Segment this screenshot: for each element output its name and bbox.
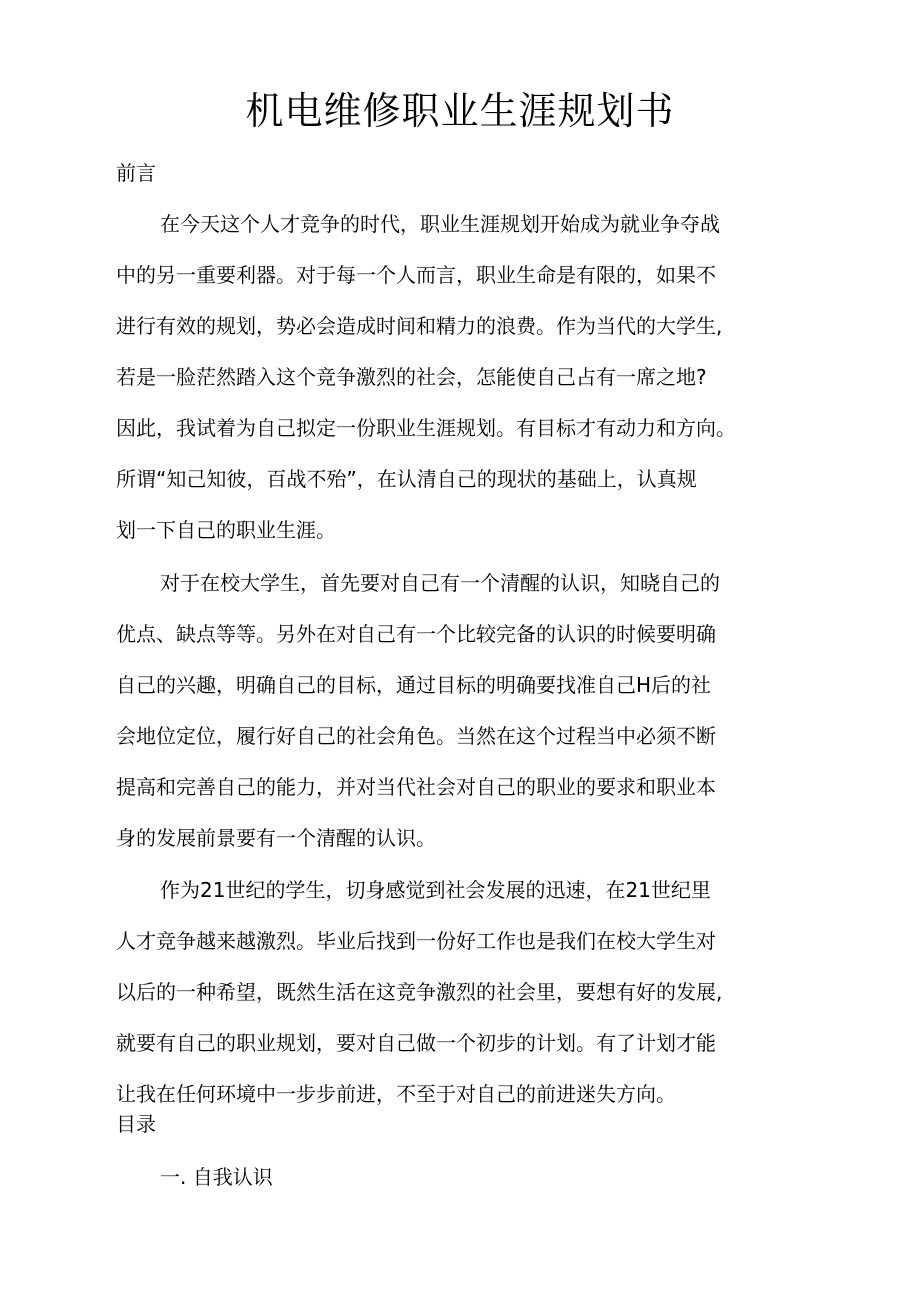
paragraph-line: 优点、缺点等等。另外在对自己有一个比较完备的认识的时候要明确 — [116, 622, 716, 646]
paragraph-line: 中的另一重要利器。对于每一个人而言，职业生命是有限的，如果不 — [116, 263, 716, 287]
toc-heading: 目录 — [116, 1112, 156, 1136]
paragraph-line: 划一下自己的职业生涯。 — [116, 518, 336, 542]
toc-item: 一. 自我认识 — [160, 1165, 273, 1189]
paragraph-line: 若是一脸茫然踏入这个竞争激烈的社会，怎能使自己占有一席之地? — [116, 365, 707, 389]
paragraph-line: 进行有效的规划，势必会造成时间和精力的浪费。作为当代的大学生, — [116, 314, 723, 338]
preface-heading: 前言 — [116, 161, 156, 185]
paragraph-line: 人才竞争越来越激烈。毕业后找到一份好工作也是我们在校大学生对 — [116, 929, 716, 953]
paragraph-line: 就要有自己的职业规划，要对自己做一个初步的计划。有了计划才能 — [116, 1031, 716, 1055]
paragraph-line: 身的发展前景要有一个清醒的认识。 — [116, 826, 436, 850]
paragraph-line: 会地位定位，履行好自己的社会角色。当然在这个过程当中必须不断 — [116, 724, 716, 748]
paragraph-line: 所谓“知己知彼，百战不殆”，在认清自己的现状的基础上，认真规 — [116, 467, 697, 491]
paragraph-line: 让我在任何环境中一步步前进，不至于对自己的前进迷失方向。 — [116, 1082, 676, 1106]
paragraph-line: 对于在校大学生，首先要对自己有一个清醒的认识，知晓自己的 — [160, 571, 720, 595]
document-title: 机电维修职业生涯规划书 — [245, 89, 675, 133]
paragraph-line: 以后的一种希望，既然生活在这竞争激烈的社会里，要想有好的发展, — [116, 980, 723, 1004]
paragraph-line: 自己的兴趣，明确自己的目标，通过目标的明确要找准自己H后的社 — [116, 673, 712, 697]
paragraph-line: 因此，我试着为自己拟定一份职业生涯规划。有目标才有动力和方向。 — [116, 416, 736, 440]
paragraph-line: 在今天这个人才竞争的时代，职业生涯规划开始成为就业争夺战 — [160, 212, 720, 236]
paragraph-line: 提高和完善自己的能力，并对当代社会对自己的职业的要求和职业本 — [116, 775, 716, 799]
paragraph-line: 作为21世纪的学生，切身感觉到社会发展的迅速，在21世纪里 — [160, 878, 711, 902]
